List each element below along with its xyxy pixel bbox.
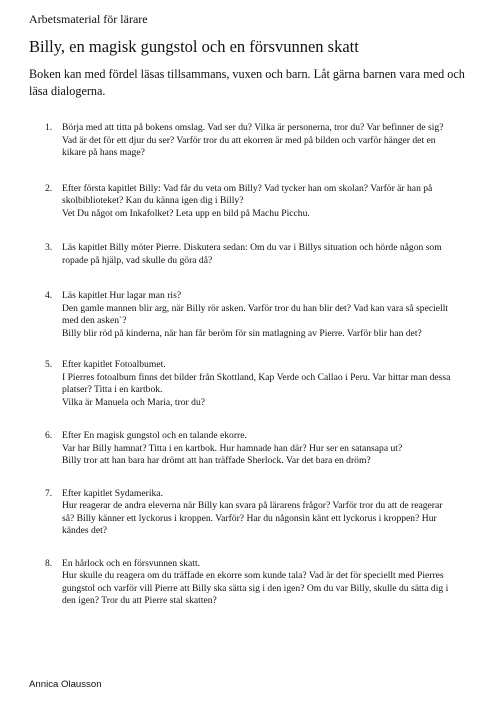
question-text: Hur skulle du reagera om du träffade en ekorre som kunde tala? Vad är det för speciellt med Pierres gungstol och varför vill Pierre att Billy ska sätta sig i den igen? Om du var Billy, skulle du sätta dig i den igen? Tror du att Pierre stal skatten? (62, 570, 449, 606)
question-text: Läs kapitlet Hur lagar man ris? (62, 290, 182, 301)
question-text: Var har Billy hamnat? Titta i en kartbok. Hur hamnade han där? Hur ser en satansapa ut? (62, 442, 403, 454)
question-text: I Pierres fotoalbum finns det bilder från Skottland, Kap Verde och Callao i Peru. Var hittar man dessa platser? Titta i en kartbok. (62, 371, 451, 395)
question-item (0, 242, 491, 267)
question-text: Läs kapitlet Billy möter Pierre. Diskutera sedan: Om du var i Billys situation och hörde någon som ropade på hjälp, vad skulle du göra då? (62, 242, 442, 266)
question-number: 4. (45, 290, 53, 301)
question-item (0, 430, 491, 468)
question-list (0, 122, 491, 631)
question-text: Efter En magisk gungstol och en talande ekorre. (62, 430, 247, 441)
question-number: 6. (45, 430, 53, 441)
question-number: 3. (45, 242, 53, 253)
question-text: Börja med att titta på bokens omslag. Vad ser du? Vilka är personerna, tror du? Var befinner de sig? Vad är det för ett djur du ser? Varför tror du att ekorren är med på bilden och varför hänger det en kikare på hans mage? (62, 122, 444, 158)
question-item (0, 122, 491, 160)
question-number: 2. (45, 182, 53, 194)
question-item (0, 488, 491, 538)
question-item (0, 290, 491, 340)
document-title: Billy, en magisk gungstol och en försvunnen skatt (29, 37, 359, 56)
question-item (0, 558, 491, 608)
question-text: Hur reagerar de andra eleverna när Billy kan svara på lärarens frågor? Varför tror du att de reagerar så? Billy känner ett lyckorus i kroppen. Varför? Har du någonsin känt ett lyckorus i kroppen? Hur kändes det? (62, 500, 443, 536)
document-header: Arbetsmaterial för lärare (29, 12, 148, 26)
question-number: 1. (45, 122, 53, 133)
question-number: 7. (45, 487, 53, 499)
question-text: Efter första kapitlet Billy: Vad får du veta om Billy? Vad tycker han om skolan? Varför är han på skolbiblioteket? Kan du känna igen dig i Billy? (62, 182, 433, 206)
author-footer: Annica Olausson (29, 679, 102, 690)
intro-paragraph: Boken kan med fördel läsas tillsammans, vuxen och barn. Låt gärna barnen vara med och läsa dialogerna. (29, 67, 465, 98)
question-text: Vilka är Manuela och Maria, tror du? (62, 396, 206, 408)
question-text: Billy tror att han bara har drömt att han träffade Sherlock. Var det bara en dröm? (62, 455, 371, 466)
question-text: Efter kapitlet Fotoalbumet. (62, 359, 166, 370)
question-item (0, 183, 491, 221)
question-number: 5. (45, 359, 53, 370)
question-number: 8. (45, 557, 53, 569)
question-text: Billy blir röd på kinderna, när han får beröm för sin matlagning av Pierre. Varför blir han det? (62, 327, 422, 339)
question-item (0, 359, 491, 409)
question-text: Vet Du något om Inkafolket? Leta upp en bild på Machu Picchu. (62, 207, 310, 219)
question-text: Efter kapitlet Sydamerika. (62, 487, 163, 499)
question-text: En hårlock och en försvunnen skatt. (62, 557, 201, 569)
question-text: Den gamle mannen blir arg, när Billy rör asken. Varför tror du han blir det? Vad kan vara så speciellt med den asken`? (62, 302, 449, 326)
